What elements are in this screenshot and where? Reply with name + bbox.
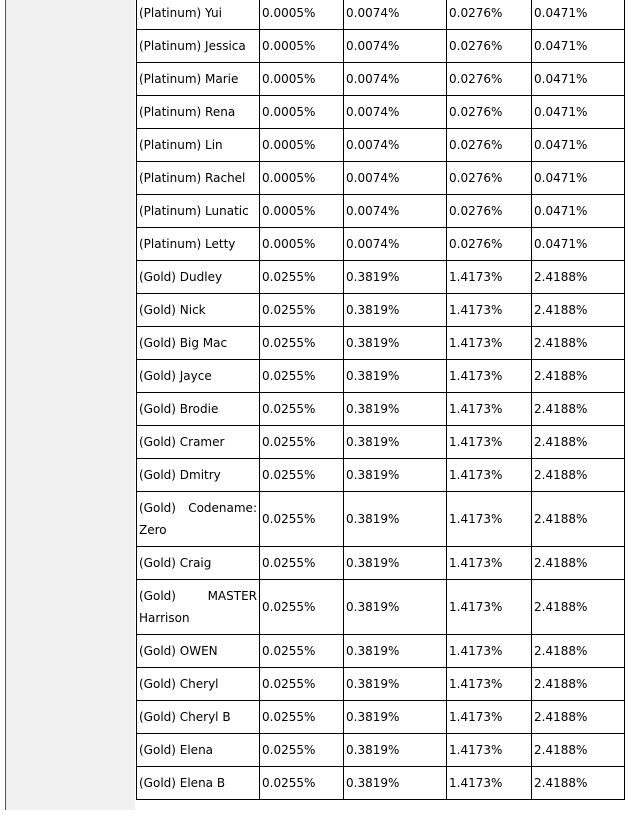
table-row — [137, 228, 625, 261]
rate-cell: 2.4188% — [532, 459, 625, 492]
rate-cell: 0.3819% — [344, 492, 447, 547]
rate-cell: 0.0255% — [260, 393, 344, 426]
character-name-cell: (Platinum) Yui — [137, 0, 260, 30]
rate-cell: 1.4173% — [447, 635, 532, 668]
character-name-cell: (Gold) Brodie — [137, 393, 260, 426]
rate-cell: 0.0255% — [260, 547, 344, 580]
rate-cell: 2.4188% — [532, 492, 625, 547]
rate-cell: 0.0255% — [260, 459, 344, 492]
character-name-cell: (Gold) Elena — [137, 734, 260, 767]
rate-cell: 1.4173% — [447, 668, 532, 701]
rate-cell: 0.0471% — [532, 129, 625, 162]
rate-cell: 0.0471% — [532, 162, 625, 195]
rate-cell: 0.0074% — [344, 63, 447, 96]
rate-cell: 0.0255% — [260, 767, 344, 800]
rate-cell: 0.0005% — [260, 30, 344, 63]
rate-cell: 1.4173% — [447, 393, 532, 426]
character-name-cell: (Platinum) Rachel — [137, 162, 260, 195]
rate-cell: 1.4173% — [447, 580, 532, 635]
rate-cell: 0.0255% — [260, 734, 344, 767]
table-row — [137, 734, 625, 767]
character-name-cell: (Gold) Cheryl — [137, 668, 260, 701]
rate-cell: 0.0276% — [447, 162, 532, 195]
rate-cell: 0.3819% — [344, 701, 447, 734]
rate-cell: 2.4188% — [532, 327, 625, 360]
rate-cell: 0.0074% — [344, 129, 447, 162]
rate-cell: 2.4188% — [532, 547, 625, 580]
rate-cell: 0.0255% — [260, 261, 344, 294]
table-row — [137, 294, 625, 327]
table-row — [137, 96, 625, 129]
table-row — [137, 261, 625, 294]
rate-cell: 0.0005% — [260, 228, 344, 261]
rate-cell: 0.3819% — [344, 635, 447, 668]
character-name-cell: (Platinum) Lunatic — [137, 195, 260, 228]
rate-cell: 0.0276% — [447, 228, 532, 261]
table-row — [137, 162, 625, 195]
rate-cell: 0.0276% — [447, 96, 532, 129]
character-name-cell: (Gold) Dmitry — [137, 459, 260, 492]
rate-cell: 2.4188% — [532, 734, 625, 767]
table-row — [137, 327, 625, 360]
rate-cell: 0.0471% — [532, 195, 625, 228]
rate-cell: 0.0276% — [447, 0, 532, 30]
character-name-cell: (Gold) Cheryl B — [137, 701, 260, 734]
rate-cell: 0.0005% — [260, 63, 344, 96]
rate-cell: 0.0074% — [344, 96, 447, 129]
rate-cell: 2.4188% — [532, 668, 625, 701]
table-row — [137, 459, 625, 492]
rate-cell: 2.4188% — [532, 426, 625, 459]
character-name-cell: (Gold) Cramer — [137, 426, 260, 459]
rate-cell: 0.3819% — [344, 360, 447, 393]
rate-cell: 0.0471% — [532, 0, 625, 30]
table-row — [137, 129, 625, 162]
table-row — [137, 63, 625, 96]
rate-cell: 0.0471% — [532, 63, 625, 96]
character-name-cell: (Gold) Elena B — [137, 767, 260, 800]
drop-rate-table — [136, 0, 625, 800]
character-name-cell: (Gold) Codename: Zero — [137, 492, 260, 547]
table-row — [137, 195, 625, 228]
table-row — [137, 0, 625, 30]
rate-cell: 0.0255% — [260, 360, 344, 393]
rate-cell: 2.4188% — [532, 580, 625, 635]
rate-cell: 0.0005% — [260, 129, 344, 162]
table-row — [137, 580, 625, 635]
table-row — [137, 767, 625, 800]
rate-cell: 0.3819% — [344, 547, 447, 580]
rate-cell: 0.0074% — [344, 162, 447, 195]
character-name-cell: (Gold) Big Mac — [137, 327, 260, 360]
rate-cell: 1.4173% — [447, 734, 532, 767]
rate-cell: 0.3819% — [344, 426, 447, 459]
rate-cell: 0.0255% — [260, 580, 344, 635]
left-divider — [5, 0, 6, 810]
rate-cell: 0.0005% — [260, 162, 344, 195]
rate-cell: 0.0255% — [260, 492, 344, 547]
character-name-cell: (Gold) Jayce — [137, 360, 260, 393]
character-name-cell: (Gold) Dudley — [137, 261, 260, 294]
rate-cell: 0.0074% — [344, 228, 447, 261]
rate-cell: 0.0255% — [260, 635, 344, 668]
rate-cell: 2.4188% — [532, 360, 625, 393]
rate-cell: 0.0005% — [260, 195, 344, 228]
rate-cell: 1.4173% — [447, 261, 532, 294]
rate-cell: 0.3819% — [344, 294, 447, 327]
rate-cell: 0.3819% — [344, 734, 447, 767]
rate-cell: 1.4173% — [447, 360, 532, 393]
rate-cell: 0.0471% — [532, 30, 625, 63]
character-name-cell: (Gold) Craig — [137, 547, 260, 580]
character-name-cell: (Platinum) Letty — [137, 228, 260, 261]
rate-cell: 0.0276% — [447, 195, 532, 228]
table-row — [137, 492, 625, 547]
character-name-cell: (Platinum) Lin — [137, 129, 260, 162]
table-row — [137, 701, 625, 734]
rate-cell: 1.4173% — [447, 459, 532, 492]
rate-cell: 0.0276% — [447, 129, 532, 162]
rate-cell: 0.0471% — [532, 228, 625, 261]
rate-cell: 0.0471% — [532, 96, 625, 129]
rate-cell: 0.0074% — [344, 0, 447, 30]
table-row — [137, 360, 625, 393]
character-name-cell: (Gold) MASTER Harrison — [137, 580, 260, 635]
rate-cell: 2.4188% — [532, 261, 625, 294]
rate-cell: 2.4188% — [532, 767, 625, 800]
character-name-cell: (Gold) Nick — [137, 294, 260, 327]
rate-cell: 0.3819% — [344, 459, 447, 492]
rate-cell: 0.0074% — [344, 195, 447, 228]
rate-cell: 0.0255% — [260, 426, 344, 459]
rate-cell: 1.4173% — [447, 294, 532, 327]
rate-cell: 1.4173% — [447, 492, 532, 547]
rate-cell: 0.0255% — [260, 701, 344, 734]
table-row — [137, 30, 625, 63]
table-row — [137, 635, 625, 668]
table-row — [137, 393, 625, 426]
rate-cell: 0.0276% — [447, 30, 532, 63]
left-sidebar-panel — [5, 0, 135, 810]
rate-cell: 0.0074% — [344, 30, 447, 63]
rate-cell: 1.4173% — [447, 327, 532, 360]
rate-cell: 0.0005% — [260, 96, 344, 129]
rate-cell: 0.3819% — [344, 580, 447, 635]
rate-cell: 0.0255% — [260, 294, 344, 327]
table-row — [137, 668, 625, 701]
rate-cell: 2.4188% — [532, 635, 625, 668]
rate-cell: 0.0005% — [260, 0, 344, 30]
character-name-cell: (Platinum) Jessica — [137, 30, 260, 63]
rate-cell: 0.3819% — [344, 767, 447, 800]
rate-cell: 0.3819% — [344, 668, 447, 701]
rate-cell: 0.0255% — [260, 668, 344, 701]
rate-cell: 0.3819% — [344, 393, 447, 426]
character-name-cell: (Platinum) Marie — [137, 63, 260, 96]
rate-cell: 1.4173% — [447, 701, 532, 734]
rate-cell: 2.4188% — [532, 701, 625, 734]
rate-cell: 0.0276% — [447, 63, 532, 96]
rate-cell: 0.0255% — [260, 327, 344, 360]
rate-cell: 2.4188% — [532, 393, 625, 426]
rate-cell: 1.4173% — [447, 767, 532, 800]
character-name-cell: (Platinum) Rena — [137, 96, 260, 129]
table-row — [137, 547, 625, 580]
character-name-cell: (Gold) OWEN — [137, 635, 260, 668]
rate-cell: 2.4188% — [532, 294, 625, 327]
rate-cell: 0.3819% — [344, 327, 447, 360]
table-row — [137, 426, 625, 459]
drop-rate-table-body — [137, 0, 625, 800]
rate-cell: 1.4173% — [447, 426, 532, 459]
rate-cell: 1.4173% — [447, 547, 532, 580]
rate-cell: 0.3819% — [344, 261, 447, 294]
